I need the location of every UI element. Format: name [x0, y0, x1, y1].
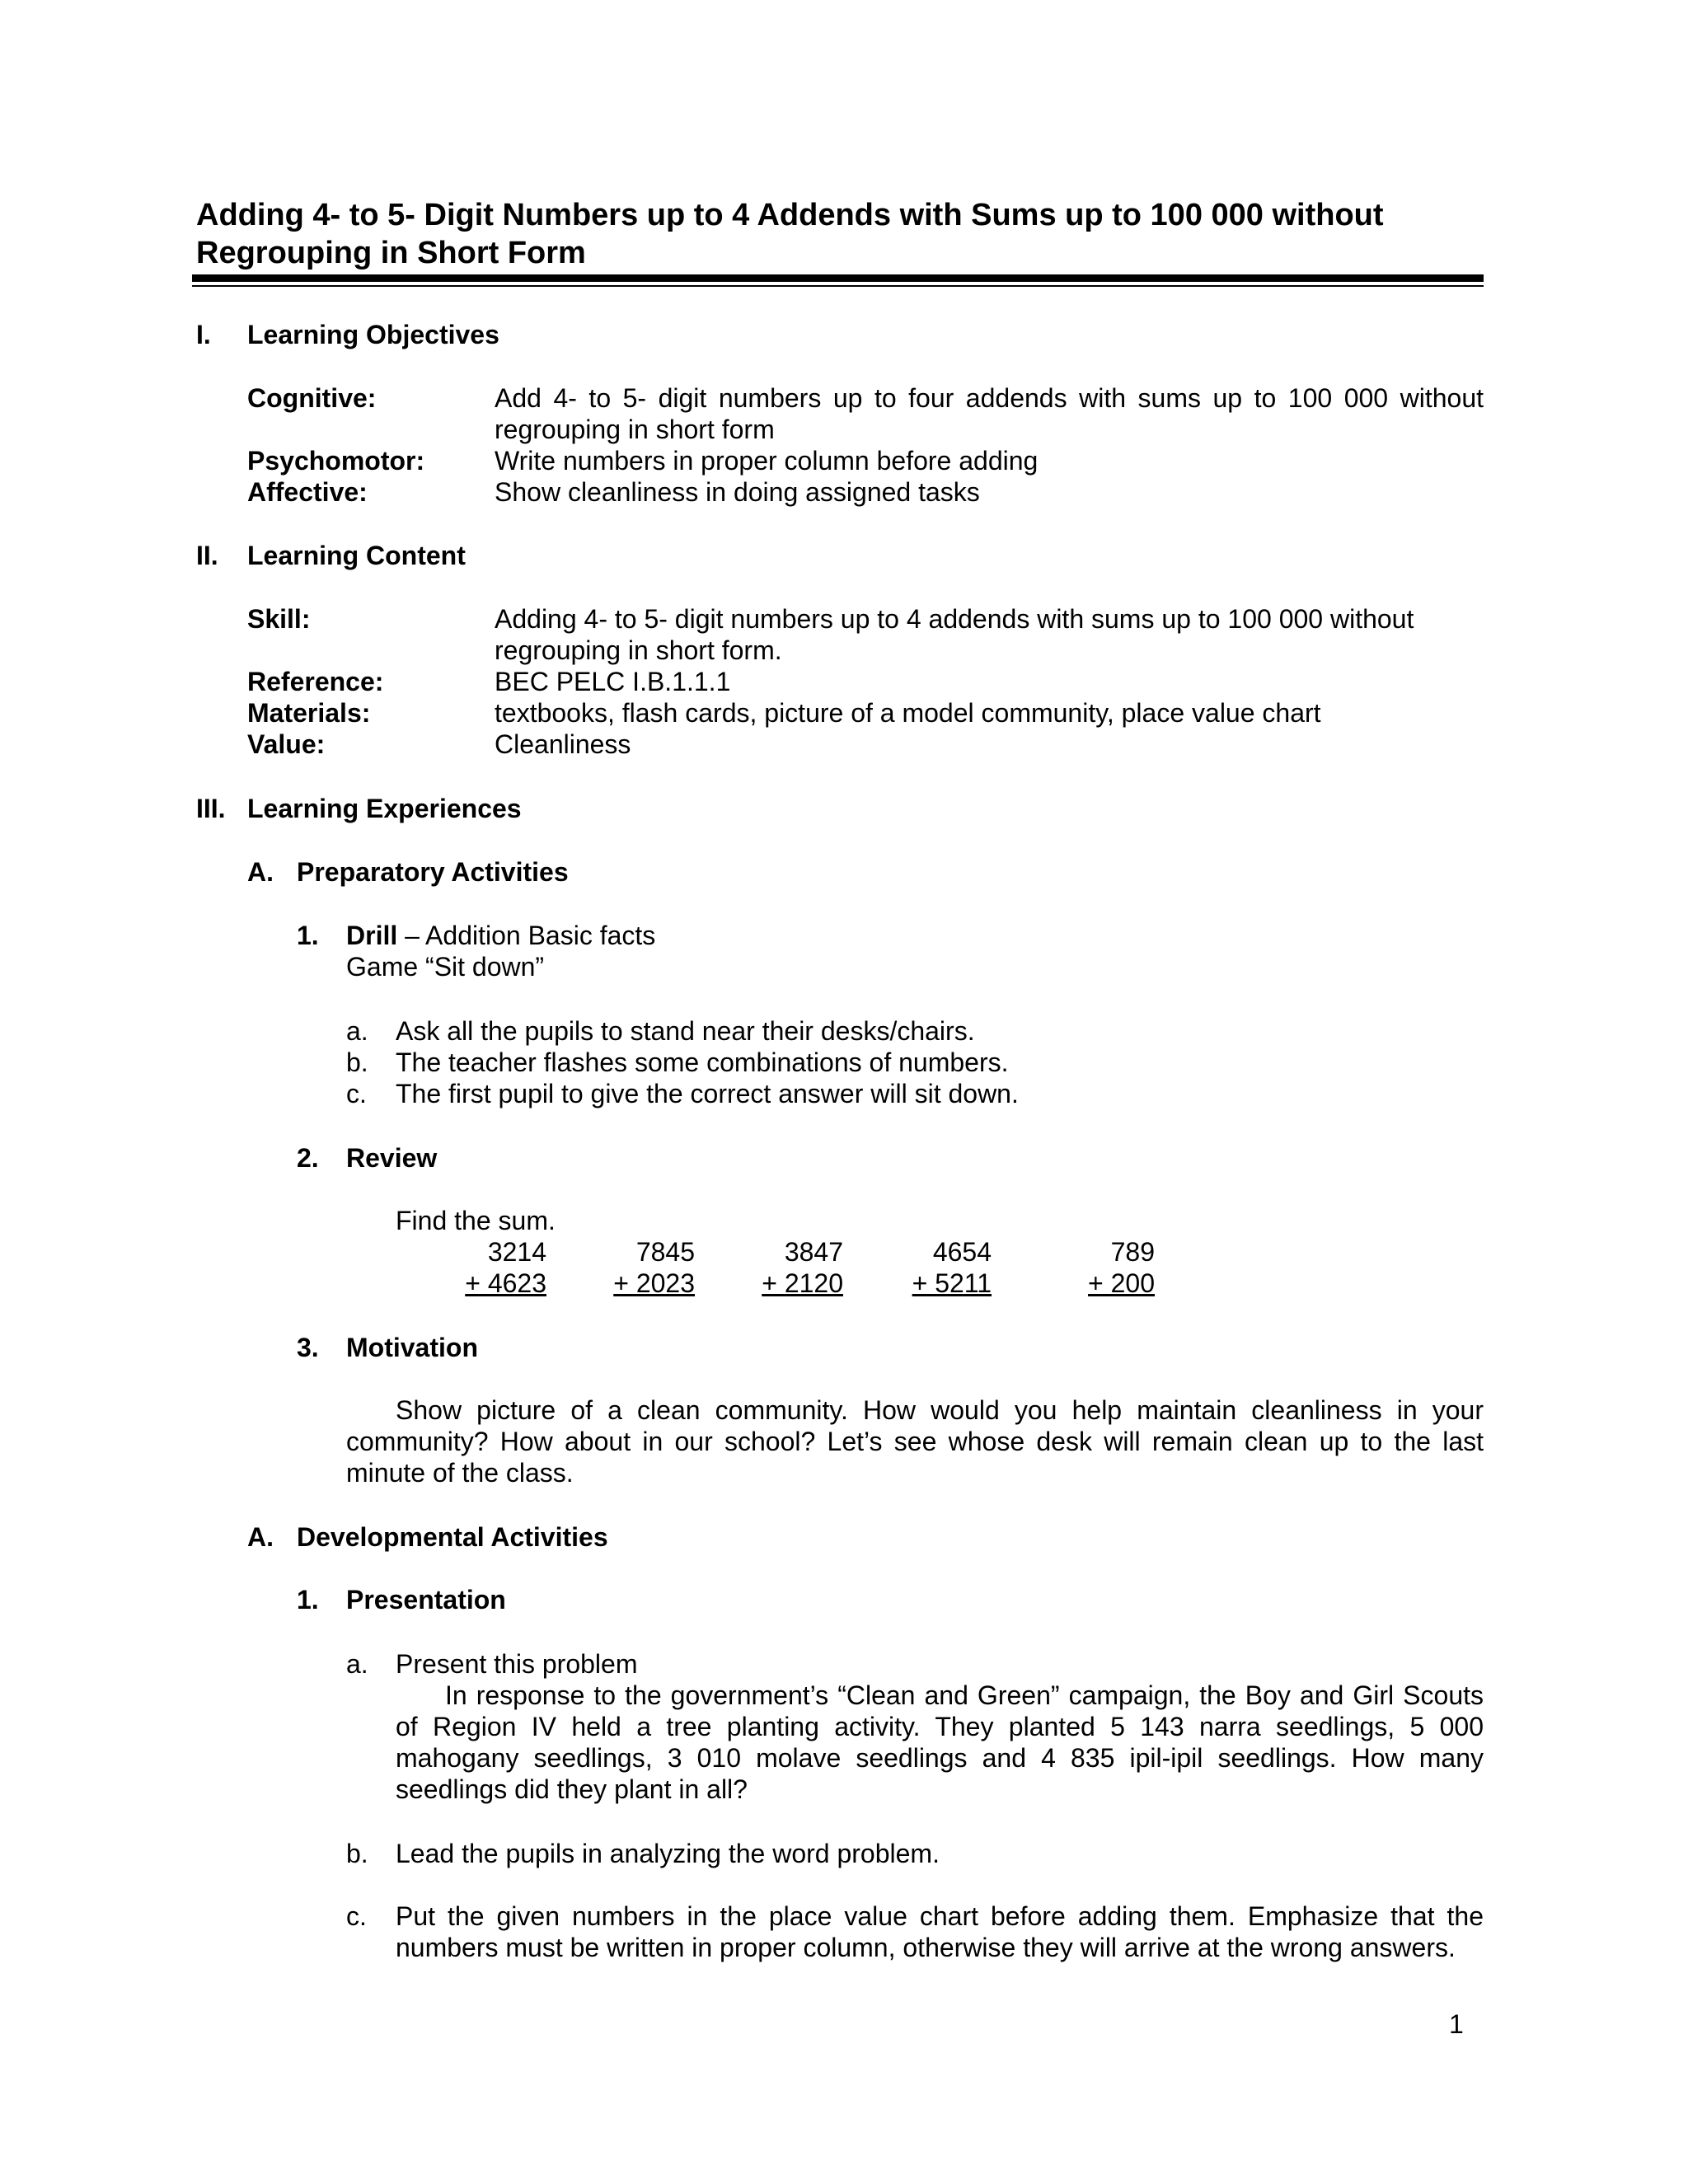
drill-label: Drill: [346, 921, 398, 950]
field-value: textbooks, flash cards, picture of a model community, place value chart: [495, 698, 1321, 728]
addend-top: 3214: [487, 1237, 546, 1267]
subsection-letter: A.: [247, 857, 274, 887]
title-rule-thick: [192, 274, 1484, 282]
step-letter: c.: [346, 1901, 367, 1931]
field-label: Skill:: [247, 604, 311, 634]
field-label: Reference:: [247, 667, 384, 696]
field-label: Cognitive:: [247, 383, 377, 413]
addend-top: 3847: [784, 1237, 843, 1267]
subsection-heading: Preparatory Activities: [297, 857, 569, 887]
item-number: 1.: [297, 1585, 319, 1615]
item-label: Presentation: [346, 1585, 506, 1615]
step-letter: b.: [346, 1047, 368, 1077]
addend-bottom: + 2120: [762, 1268, 843, 1298]
addend-top: 4654: [932, 1237, 992, 1267]
page-number: 1: [1449, 2009, 1464, 2039]
drill-game: Game “Sit down”: [346, 952, 545, 982]
field-value: BEC PELC I.B.1.1.1: [495, 667, 731, 696]
word-problem: In response to the government’s “Clean and Green” campaign, the Boy and Girl Scouts of Region IV held a tree planting activity. They planted 5 143 narra seedlings, 5 000 mahogany seedlings, 3 010 molave seedlings and 4 835 ipil-ipil seedlings. How many seedlings did they plant in all?: [396, 1680, 1484, 1804]
document-title: Adding 4- to 5- Digit Numbers up to 4 Addends with Sums up to 100 000 without Regrouping in Short Form: [196, 198, 1384, 270]
review-instruction: Find the sum.: [396, 1206, 556, 1235]
step-text: The first pupil to give the correct answer will sit down.: [396, 1079, 1019, 1108]
field-value: Add 4- to 5- digit numbers up to four addends with sums up to 100 000 without regrouping in short form: [495, 383, 1484, 444]
section-number: II.: [196, 541, 218, 570]
step-letter: b.: [346, 1839, 368, 1868]
item-number: 2.: [297, 1143, 319, 1173]
step-letter: c.: [346, 1079, 367, 1108]
step-text: Ask all the pupils to stand near their desks/chairs.: [396, 1016, 975, 1046]
addend-bottom: + 4623: [465, 1268, 546, 1298]
drill-rest: – Addition Basic facts: [397, 921, 656, 950]
item-number: 1.: [297, 921, 319, 950]
addend-top: 7845: [635, 1237, 695, 1267]
item-label: Review: [346, 1143, 438, 1173]
item-label: Motivation: [346, 1333, 478, 1362]
step-letter: a.: [346, 1016, 368, 1046]
drill-line: [346, 920, 655, 951]
section-number: III.: [196, 794, 226, 823]
step-text: Lead the pupils in analyzing the word problem.: [396, 1839, 940, 1868]
document-page: [196, 0, 1484, 2184]
field-value: Adding 4- to 5- digit numbers up to 4 addends with sums up to 100 000 without regrouping in short form.: [495, 604, 1414, 665]
section-number: I.: [196, 320, 211, 349]
subsection-letter: A.: [247, 1522, 274, 1552]
field-label: Psychomotor:: [247, 446, 425, 476]
section-heading: Learning Objectives: [247, 320, 499, 349]
field-label: Materials:: [247, 698, 371, 728]
addend-bottom: + 2023: [613, 1268, 695, 1298]
addend-bottom: + 5211: [912, 1268, 992, 1298]
addend-bottom: + 200: [1088, 1268, 1155, 1298]
step-letter: a.: [346, 1649, 368, 1679]
field-value: Cleanliness: [495, 729, 631, 759]
step-text: The teacher flashes some combinations of numbers.: [396, 1047, 1009, 1077]
field-value: Write numbers in proper column before adding: [495, 446, 1039, 476]
step-text: Put the given numbers in the place value chart before adding them. Emphasize that the numbers must be written in proper column, otherwise they will arrive at the wrong answers.: [396, 1901, 1484, 1962]
section-heading: Learning Content: [247, 541, 466, 570]
section-heading: Learning Experiences: [247, 794, 522, 823]
subsection-heading: Developmental Activities: [297, 1522, 608, 1552]
field-value: Show cleanliness in doing assigned tasks: [495, 477, 980, 507]
motivation-text: Show picture of a clean community. How would you help maintain cleanliness in your community? How about in our school? Let’s see whose desk will remain clean up to the last minute of the class.: [346, 1395, 1484, 1488]
title-rule-thin: [192, 285, 1484, 287]
field-label: Affective:: [247, 477, 368, 507]
field-label: Value:: [247, 729, 326, 759]
addend-top: 789: [1110, 1237, 1155, 1267]
item-number: 3.: [297, 1333, 319, 1362]
step-text: Present this problem: [396, 1649, 638, 1679]
